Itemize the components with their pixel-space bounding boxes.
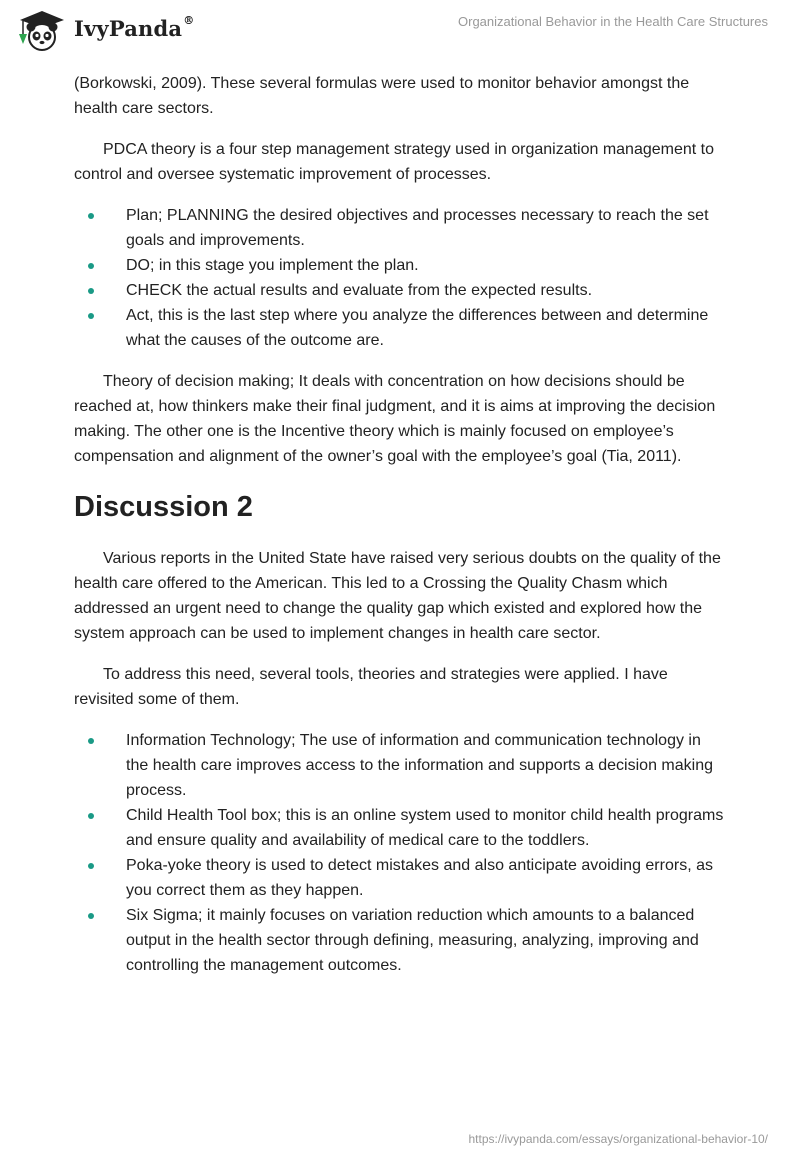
paragraph: (Borkowski, 2009). These several formulas were used to monitor behavior amongst the health care sectors. [74,75,690,117]
tools-list [74,728,726,978]
bullet-icon [88,913,94,919]
ivypanda-logo[interactable] [14,8,204,50]
list-item-text: Plan; PLANNING the desired objectives and processes necessary to reach the set goals and improvements. [126,207,709,249]
list-item-text: Poka-yoke theory is used to detect mistakes and also anticipate avoiding errors, as you correct them as they happen. [126,857,713,899]
list-item [74,803,726,853]
section-heading: Discussion 2 [74,491,253,523]
list-item [74,903,726,978]
bullet-icon [88,738,94,744]
list-item-text: CHECK the actual results and evaluate from the expected results. [126,282,593,299]
brand-name: IvyPanda® [74,14,195,41]
list-item-text: DO; in this stage you implement the plan. [126,257,419,274]
paragraph: Various reports in the United State have raised very serious doubts on the quality of the health care offered to the American. This led to a Crossing the Quality Chasm which addressed an urgent need to change the quality gap which existed and explored how the system approach can be used to implement changes in health care sector. [74,550,721,642]
page-header [0,0,800,60]
paragraph: PDCA theory is a four step management strategy used in organization management to control and oversee systematic improvement of processes. [74,141,715,183]
bullet-icon [88,213,94,219]
bullet-icon [88,288,94,294]
list-item-text: Six Sigma; it mainly focuses on variation reduction which amounts to a balanced output in the health sector through defining, measuring, analyzing, improving and controlling the management outcomes. [126,907,699,974]
list-item [74,278,726,303]
bullet-icon [88,863,94,869]
bullet-icon [88,263,94,269]
panda-icon [14,8,70,52]
list-item [74,728,726,803]
list-item [74,303,726,353]
document-title: Organizational Behavior in the Health Care Structures [458,14,768,29]
list-item-text: Child Health Tool box; this is an online system used to monitor child health programs and ensure quality and availability of medical care to the toddlers. [126,807,724,849]
registered-mark: ® [183,14,195,27]
paragraph: To address this need, several tools, theories and strategies were applied. I have revisited some of them. [74,666,668,708]
list-item [74,253,726,278]
list-item-text: Act, this is the last step where you analyze the differences between and determine what the causes of the outcome are. [126,307,709,349]
bullet-icon [88,313,94,319]
source-url-link[interactable]: https://ivypanda.com/essays/organizational-behavior-10/ [468,1132,768,1146]
paragraph: Theory of decision making; It deals with concentration on how decisions should be reached at, how thinkers make their final judgment, and it is aims at improving the decision making. The other one is the Incentive theory which is mainly focused on employee’s compensation and alignment of the owner’s goal with the employee’s goal (Tia, 2011). [74,373,716,465]
list-item-text: Information Technology; The use of information and communication technology in the health care improves access to the information and supports a decision making process. [126,732,713,799]
list-item [74,853,726,903]
bullet-icon [88,813,94,819]
pdca-list [74,203,726,353]
essay-body [74,71,726,994]
list-item [74,203,726,253]
